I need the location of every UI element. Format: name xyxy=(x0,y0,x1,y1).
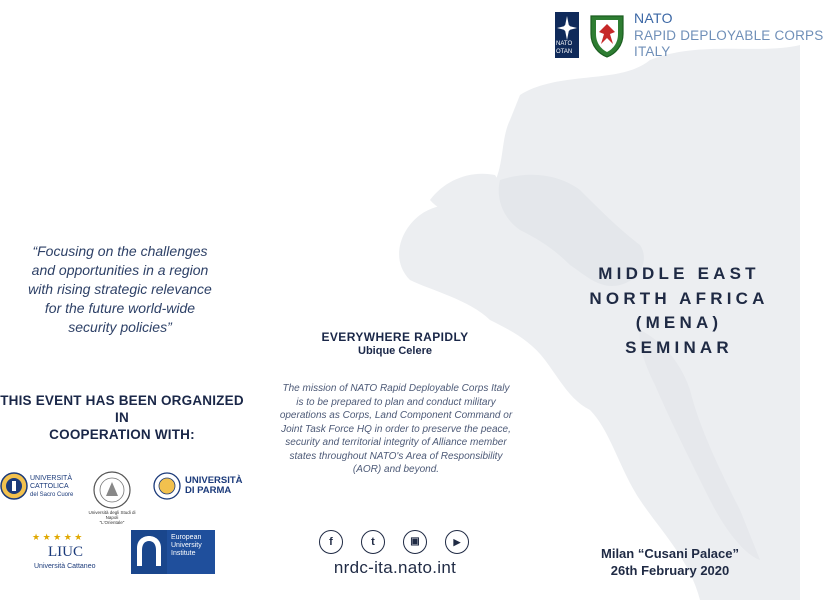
website-link[interactable]: nrdc-ita.nato.int xyxy=(333,558,457,577)
nato-otan-top: NATO xyxy=(556,41,573,47)
youtube-icon[interactable]: ▶ xyxy=(445,530,469,554)
seminar-title xyxy=(560,262,798,360)
social-links xyxy=(319,530,471,556)
eui-building-icon xyxy=(131,530,167,574)
seminar-quote: “Focusing on the challenges and opportunities in a region with rising strategic relevance for the future world-wide security policies” xyxy=(28,243,212,335)
motto-latin: Ubique Celere xyxy=(358,345,432,357)
partner-logo-orientale xyxy=(86,470,138,525)
seminar-title-line2: NORTH AFRICA xyxy=(589,288,769,308)
cattolica-line3: del Sacro Cuore xyxy=(30,492,74,498)
orientale-line1: Università degli Studi di Napoli xyxy=(88,510,136,520)
motto-title: EVERYWHERE RAPIDLY xyxy=(321,330,469,344)
eui-line2: University xyxy=(171,542,202,549)
cattolica-seal-icon xyxy=(0,471,28,501)
header xyxy=(555,10,823,62)
partner-logo-parma xyxy=(153,472,245,502)
corps-name-block xyxy=(634,28,823,60)
seminar-title-line1: MIDDLE EAST xyxy=(598,264,760,283)
nrdc-ita-crest-icon xyxy=(589,12,625,58)
twitter-icon[interactable]: t xyxy=(361,530,385,554)
liuc-sub: Università Cattaneo xyxy=(34,563,96,570)
cattolica-line2: CATTOLICA xyxy=(30,483,69,490)
event-venue-date xyxy=(590,545,750,579)
mission-statement: The mission of NATO Rapid Deployable Corps Italy is to be prepared to plan and conduct military operations as Corps, Land Component Command or Joint Task Force HQ in order to preserve the peace, security and territorial integrity of Alliance member states throughout NATO's Area of Responsibility (AOR) and beyond. xyxy=(279,383,513,475)
parma-seal-icon xyxy=(153,472,181,500)
corps-name: RAPID DEPLOYABLE CORPS xyxy=(634,28,823,43)
orientale-seal-icon xyxy=(92,470,132,510)
svg-text:★ ★ ★ ★ ★: ★ ★ ★ ★ ★ xyxy=(32,532,83,542)
corps-country: ITALY xyxy=(634,44,671,59)
nato-otan-logo xyxy=(555,12,579,58)
eui-line1: European xyxy=(171,534,202,541)
parma-line1: UNIVERSITÀ xyxy=(185,475,243,486)
event-date: 26th February 2020 xyxy=(610,563,730,578)
nato-label: NATO xyxy=(634,10,673,26)
event-venue: Milan “Cusani Palace” xyxy=(601,546,739,561)
partner-logo-cattolica xyxy=(0,470,74,502)
instagram-icon[interactable]: ▣ xyxy=(403,530,427,554)
partner-logo-liuc xyxy=(28,530,98,578)
nato-otan-bottom: OTAN xyxy=(556,49,573,55)
seminar-title-line4: SEMINAR xyxy=(625,337,733,357)
liuc-name: LIUC xyxy=(48,544,83,560)
orientale-line2: "L'Orientale" xyxy=(99,520,125,525)
cattolica-line1: UNIVERSITÀ xyxy=(30,475,73,482)
facebook-icon[interactable]: f xyxy=(319,530,343,554)
motto xyxy=(300,330,490,357)
partner-logo-eui xyxy=(131,530,215,574)
eui-line3: Institute xyxy=(171,550,196,557)
cooperation-heading xyxy=(0,392,244,443)
cooperation-heading-line2: COOPERATION WITH: xyxy=(49,427,195,442)
parma-line2: DI PARMA xyxy=(185,485,232,496)
cooperation-heading-line1: THIS EVENT HAS BEEN ORGANIZED IN xyxy=(0,393,244,425)
seminar-title-line3: (MENA) xyxy=(635,313,723,332)
